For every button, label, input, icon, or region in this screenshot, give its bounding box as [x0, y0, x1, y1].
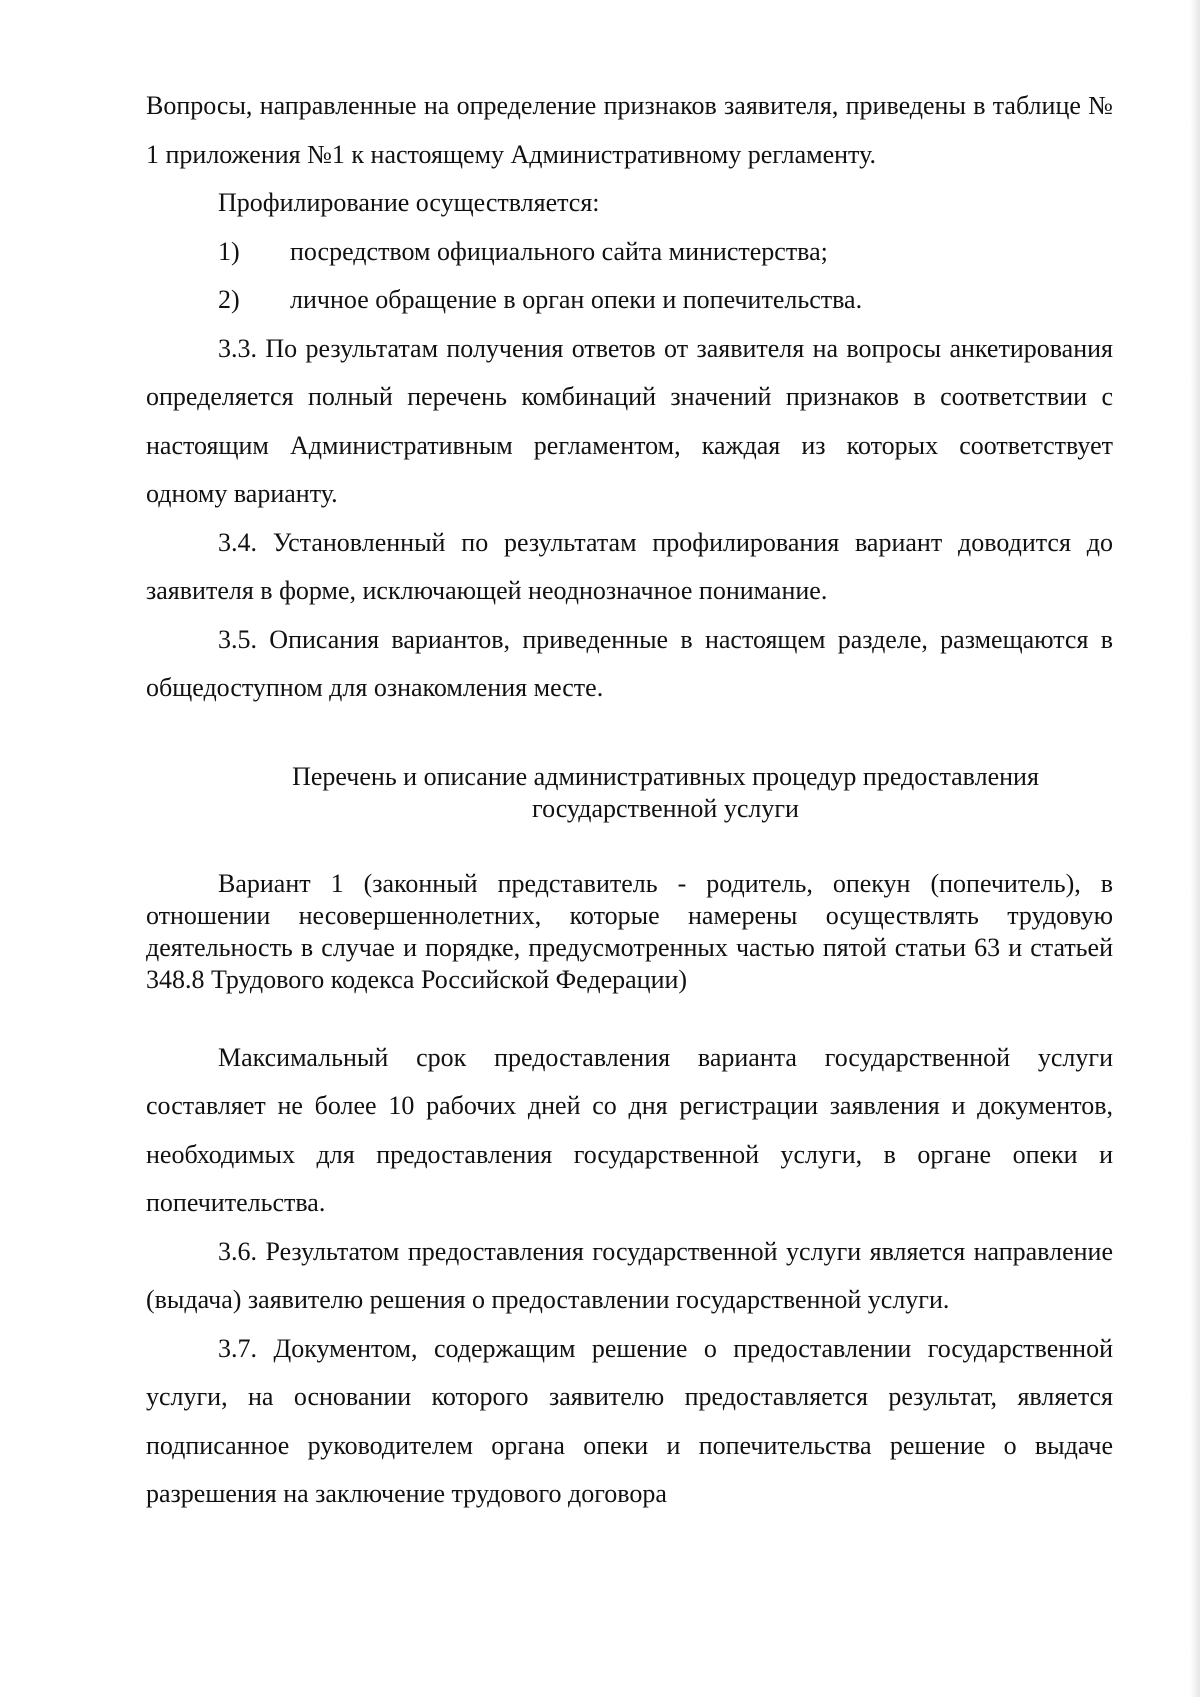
paragraph-3-3: 3.3. По результатам получения ответов от заявителя на вопросы анкетирования определяется полный перечень комбинаций значений признаков в соответствии с настоящим Административным регламентом, каждая из которых соответствует одному варианту.: [146, 333, 1113, 508]
list-item-number: 1): [218, 236, 240, 266]
document-body: [146, 82, 1113, 1519]
paragraph-questions: Вопросы, направленные на определение признаков заявителя, приведены в таблице № 1 приложения №1 к настоящему Административному регламенту.: [146, 91, 1113, 169]
paragraph-3-7: 3.7. Документом, содержащим решение о предоставлении государственной услуги, на основании которого заявителю предоставляется результат, является подписанное руководителем органа опеки и попечительства решение о выдаче разрешения на заключение трудового договора: [146, 1333, 1113, 1508]
page-edge-shadow: [1190, 0, 1200, 1697]
paragraph-profiling-intro: Профилирование осуществляется:: [218, 188, 600, 217]
list-item: [146, 276, 1113, 325]
list-item: [146, 228, 1113, 277]
section-heading-line2: государственной услуги: [532, 793, 799, 823]
section-heading-line1: Перечень и описание административных процедур предоставления: [292, 761, 1039, 791]
variant-description: Вариант 1 (законный представитель - родитель, опекун (попечитель), в отношении несовершеннолетних, которые намерены осуществлять трудовую деятельность в случае и порядке, предусмотренных частью пятой статьи 63 и статьей 348.8 Трудового кодекса Российской Федерации): [146, 868, 1113, 994]
paragraph-3-5: 3.5. Описания вариантов, приведенные в настоящем разделе, размещаются в общедоступном для ознакомления месте.: [146, 624, 1113, 702]
paragraph-max-term: Максимальный срок предоставления варианта государственной услуги составляет не более 10 рабочих дней со дня регистрации заявления и документов, необходимых для предоставления государственной услуги, в органе опеки и попечительства.: [146, 1042, 1113, 1217]
paragraph-3-4: 3.4. Установленный по результатам профилирования вариант доводится до заявителя в форме, исключающей неоднозначное понимание.: [146, 527, 1113, 605]
section-heading: [146, 761, 1113, 825]
list-item-number: 2): [218, 285, 240, 314]
list-item-text: посредством официального сайта министерства;: [290, 236, 828, 266]
list-item-text: личное обращение в орган опеки и попечительства.: [290, 285, 863, 314]
paragraph-3-6: 3.6. Результатом предоставления государственной услуги является направление (выдача) заявителю решения о предоставлении государственной услуги.: [146, 1236, 1113, 1314]
